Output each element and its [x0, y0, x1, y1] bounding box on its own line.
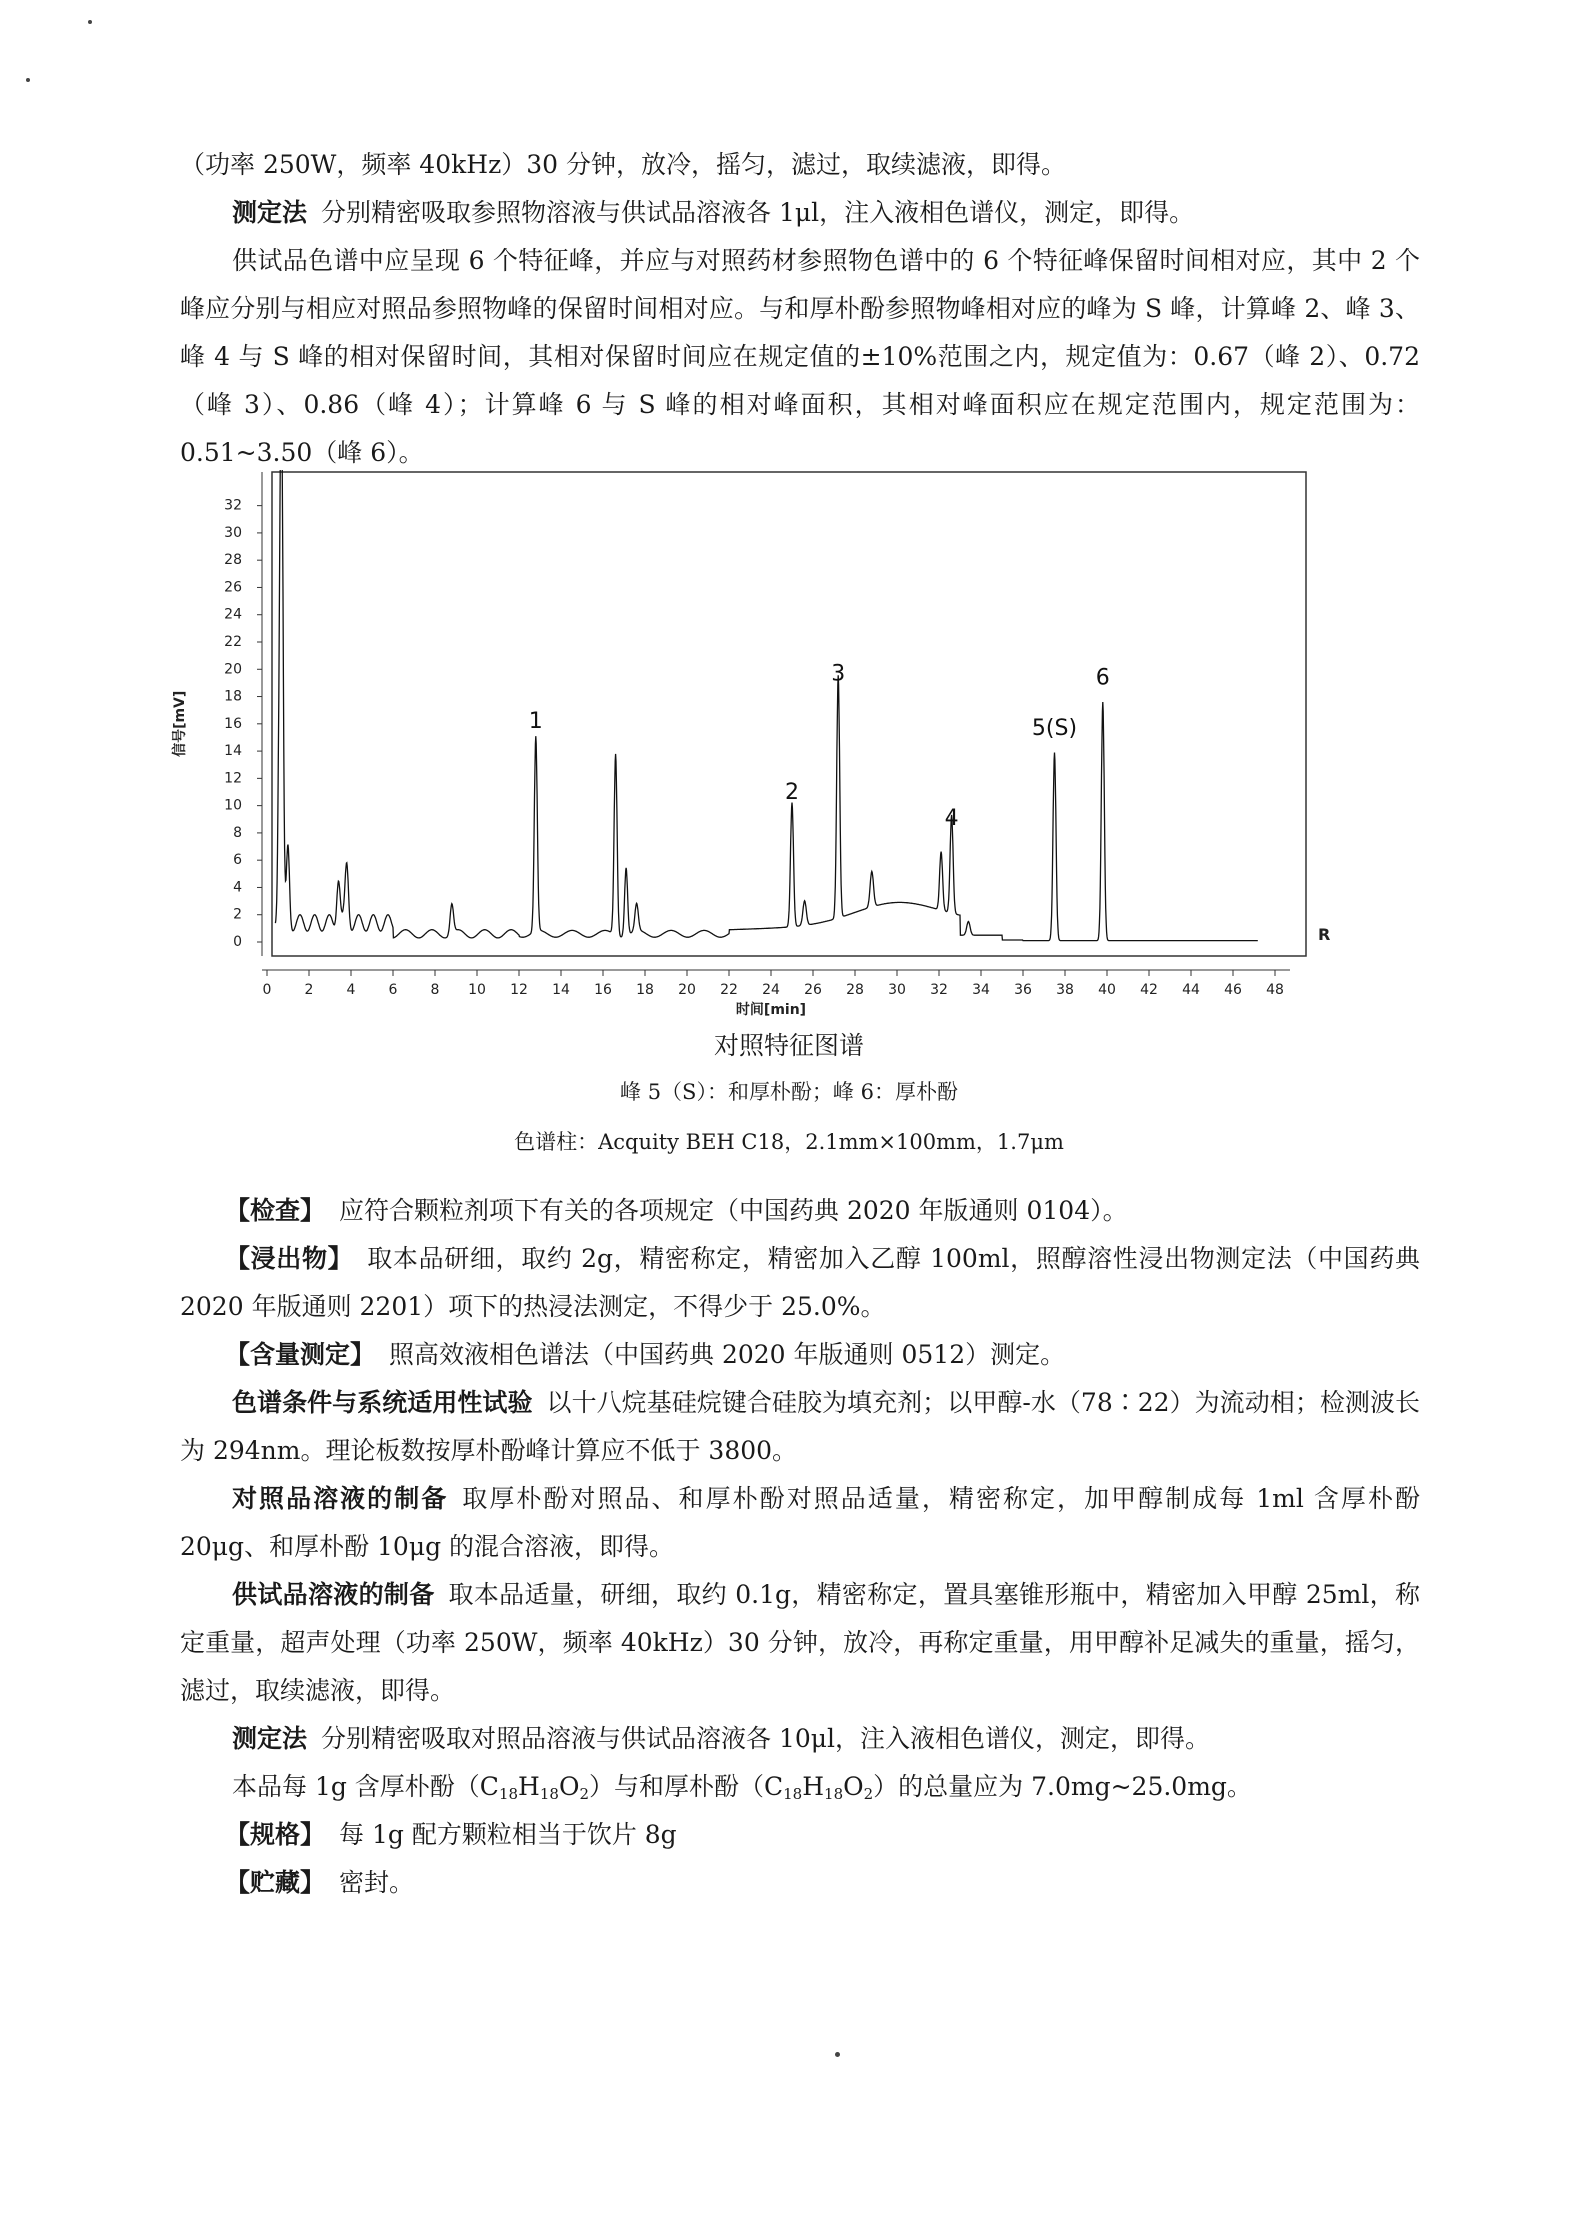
peak-label: 2	[785, 780, 799, 806]
paragraph-method-1: 测定法 分别精密吸取参照物溶液与供试品溶液各 1μl，注入液相色谱仪，测定，即得。	[232, 198, 1195, 227]
x-tick-label: 22	[720, 982, 738, 998]
x-tick-label: 28	[846, 982, 864, 998]
peak-label: 3	[831, 661, 846, 687]
x-tick-label: 8	[430, 982, 440, 998]
y-axis-label: 信号[mV]	[172, 690, 188, 757]
x-tick-label: 46	[1224, 982, 1242, 998]
section-assay: 【含量测定】 照高效液相色谱法（中国药典 2020 年版通则 0512）测定。	[225, 1340, 1066, 1369]
x-tick-label: 42	[1140, 982, 1158, 998]
section-heading: 【检查】	[225, 1196, 326, 1225]
paragraph-ref-prep: 对照品溶液的制备 取厚朴酚对照品、和厚朴酚对照品适量，精密称定，加甲醇制成每 1ml 含厚朴酚 20μg、和厚朴酚 10μg 的混合溶液，即得。	[180, 1484, 1420, 1561]
x-tick-label: 32	[930, 982, 948, 998]
peak-label: 1	[528, 709, 543, 735]
top-text	[180, 141, 1420, 477]
y-tick-label: 32	[224, 497, 242, 514]
y-tick-label: 2	[233, 906, 242, 923]
y-tick-label: 22	[224, 634, 242, 650]
x-tick-label: 30	[888, 982, 906, 998]
section-inspection: 【检查】 应符合颗粒剂项下有关的各项规定（中国药典 2020 年版通则 0104）。	[225, 1196, 1128, 1225]
chromatogram-chart	[170, 470, 1330, 1030]
y-tick-label: 4	[233, 879, 242, 896]
x-tick-label: 36	[1014, 982, 1032, 998]
scan-speck	[88, 20, 92, 24]
y-tick-label: 30	[224, 524, 242, 541]
peak-label: 6	[1095, 665, 1110, 691]
y-tick-label: 14	[224, 743, 242, 760]
peak-label: 4	[944, 806, 959, 831]
paragraph-lead: 对照品溶液的制备	[232, 1484, 449, 1513]
chromatogram-svg	[170, 470, 1330, 1030]
peak-label: 5(S)	[1031, 716, 1078, 741]
y-tick-label: 8	[233, 824, 242, 841]
x-tick-label: 4	[346, 982, 356, 998]
y-tick-label: 24	[224, 606, 242, 623]
x-tick-label: 10	[468, 982, 486, 998]
x-tick-label: 12	[510, 982, 528, 998]
scan-speck	[835, 2052, 840, 2057]
section-extract: 【浸出物】 取本品研细，取约 2g，精密称定，精密加入乙醇 100ml，照醇溶性浸出物测定法（中国药典 2020 年版通则 2201）项下的热浸法测定，不得少于 25.0%。	[180, 1244, 1420, 1321]
x-tick-label: 40	[1098, 982, 1116, 998]
y-tick-label: 26	[224, 579, 242, 596]
x-tick-label: 6	[388, 982, 398, 998]
y-tick-label: 16	[224, 715, 242, 732]
section-spec: 【规格】 每 1g 配方颗粒相当于饮片 8g	[225, 1820, 677, 1849]
x-tick-label: 34	[972, 982, 990, 998]
x-tick-label: 20	[678, 982, 696, 998]
section-storage: 【贮藏】 密封。	[225, 1868, 415, 1897]
paragraph-lead: 测定法	[232, 198, 308, 227]
chart-caption-note: 峰 5（S）：和厚朴酚；峰 6：厚朴酚	[620, 1080, 958, 1104]
y-tick-label: 6	[233, 852, 242, 869]
x-tick-label: 16	[594, 982, 612, 998]
chromatogram-trace	[275, 470, 1257, 941]
chart-caption-column: 色谱柱：Acquity BEH C18，2.1mm×100mm，1.7μm	[514, 1130, 1064, 1154]
paragraph-content-limit: 本品每 1g 含厚朴酚$(C_{18}H_{18}O_2)$与和厚朴酚$(C_{18}H_{18}O_2)$的总量应为 7.0mg~25.0mg。	[232, 1772, 1252, 1803]
paragraph-method-2: 测定法 分别精密吸取对照品溶液与供试品溶液各 10μl，注入液相色谱仪，测定，即得。	[232, 1724, 1211, 1753]
y-tick-label: 12	[224, 770, 242, 787]
x-tick-label: 48	[1266, 982, 1284, 998]
x-tick-label: 44	[1182, 982, 1200, 998]
y-tick-label: 20	[224, 661, 242, 678]
section-heading: 【含量测定】	[225, 1340, 376, 1369]
section-heading: 【浸出物】	[225, 1244, 354, 1273]
x-tick-label: 24	[762, 982, 780, 998]
section-heading: 【规格】	[225, 1820, 326, 1849]
paragraph-lead: 测定法	[232, 1724, 308, 1753]
paragraph-lead: 色谱条件与系统适用性试验	[232, 1388, 533, 1417]
plot-frame	[272, 472, 1306, 956]
paragraph: （功率 250W，频率 40kHz）30 分钟，放冷，摇匀，滤过，取续滤液，即得。	[180, 150, 1067, 179]
x-tick-label: 2	[304, 982, 314, 998]
scan-speck	[26, 78, 30, 82]
paragraph-lead: 供试品溶液的制备	[232, 1580, 435, 1609]
x-tick-label: 38	[1056, 982, 1074, 998]
y-tick-label: 18	[224, 688, 242, 705]
y-tick-label: 28	[224, 552, 242, 569]
x-tick-label: 0	[262, 982, 272, 998]
x-tick-label: 26	[804, 982, 822, 998]
end-marker-label: R	[1318, 925, 1330, 944]
chart-caption-title: 对照特征图谱	[713, 1031, 864, 1060]
section-heading: 【贮藏】	[225, 1868, 326, 1897]
y-tick-label: 10	[224, 797, 242, 814]
y-tick-label: 0	[233, 934, 242, 950]
paragraph-chrom-conditions: 色谱条件与系统适用性试验 以十八烷基硅烷键合硅胶为填充剂；以甲醇-水（78∶22）为流动相；检测波长为 294nm。理论板数按厚朴酚峰计算应不低于 3800。	[180, 1388, 1420, 1465]
x-tick-label: 18	[636, 982, 654, 998]
paragraph-test-prep: 供试品溶液的制备 取本品适量，研细，取约 0.1g，精密称定，置具塞锥形瓶中，精密加入甲醇 25ml，称定重量，超声处理（功率 250W，频率 40kHz）30 分钟，放冷，再称定重量，用甲醇补足减失的重量，摇匀，滤过，取续滤液，即得。	[180, 1580, 1420, 1705]
x-axis-label: 时间[min]	[735, 1002, 807, 1018]
paragraph-requirements: 供试品色谱中应呈现 6 个特征峰，并应与对照药材参照物色谱中的 6 个特征峰保留时间相对应，其中 2 个峰应分别与相应对照品参照物峰的保留时间相对应。与和厚朴酚参照物峰相对应的峰为 S 峰，计算峰 2、峰 3、峰 4 与 S 峰的相对保留时间，其相对保留时间应在规定值的±10%范围之内，规定值为：0.67（峰 2）、0.72（峰 3）、0.86（峰 4）；计算峰 6 与 S 峰的相对峰面积，其相对峰面积应在规定范围内，规定范围为：0.51~3.50（峰 6）。	[180, 246, 1420, 467]
x-tick-label: 14	[552, 982, 570, 998]
bottom-text	[180, 1187, 1420, 1907]
